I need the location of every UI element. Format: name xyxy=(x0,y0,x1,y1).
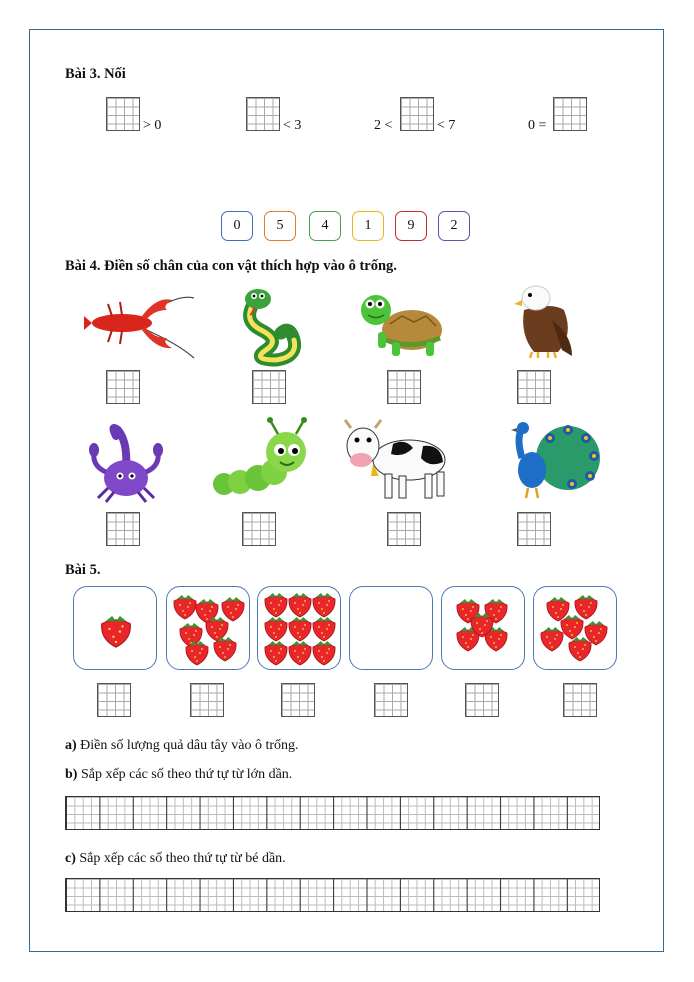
strawberry-icon xyxy=(265,593,287,617)
answer-box-expr2[interactable] xyxy=(246,97,280,131)
eagle-icon xyxy=(512,280,577,360)
question-c-text: Sắp xếp các số theo thứ tự từ bé dần. xyxy=(79,851,286,866)
strawberry-icon xyxy=(289,593,311,617)
number-card-5[interactable]: 5 xyxy=(264,211,296,241)
question-a-text: Điền số lượng quả dâu tây vào ô trống. xyxy=(80,738,299,753)
bai5-title: Bài 5. xyxy=(65,562,101,578)
answer-box-expr3[interactable] xyxy=(400,97,434,131)
strawberry-card-4 xyxy=(349,586,433,670)
lobster-icon xyxy=(82,288,197,363)
strawberries xyxy=(258,587,342,671)
strawberries xyxy=(442,587,526,671)
question-a xyxy=(65,738,299,754)
strawberry-icon xyxy=(313,641,335,665)
number-card-4[interactable]: 4 xyxy=(309,211,341,241)
strawberry-icon xyxy=(222,597,244,621)
strawberry-icon xyxy=(289,641,311,665)
peacock-icon xyxy=(506,418,601,503)
legs-box-lobster[interactable] xyxy=(106,370,140,404)
strawberry-icon xyxy=(102,616,131,647)
count-box-2[interactable] xyxy=(190,683,224,717)
expr2-suffix: < 3 xyxy=(283,118,302,133)
strawberries xyxy=(534,587,618,671)
expr3-suffix: < 7 xyxy=(437,118,456,133)
number-card-9[interactable]: 9 xyxy=(395,211,427,241)
legs-box-eagle[interactable] xyxy=(517,370,551,404)
question-b-text: Sắp xếp các số theo thứ tự từ lớn dần. xyxy=(80,767,293,782)
count-box-5[interactable] xyxy=(465,683,499,717)
question-a-label: a) xyxy=(65,738,77,753)
strawberry-icon xyxy=(575,595,597,619)
number-card-1[interactable]: 1 xyxy=(352,211,384,241)
snake-icon xyxy=(236,285,306,365)
number-card-0[interactable]: 0 xyxy=(221,211,253,241)
strawberries xyxy=(350,587,434,671)
legs-box-peacock[interactable] xyxy=(517,512,551,546)
strawberry-card-2 xyxy=(166,586,250,670)
strawberry-card-1 xyxy=(73,586,157,670)
question-c xyxy=(65,851,286,867)
strawberry-icon xyxy=(265,641,287,665)
strawberry-icon xyxy=(541,627,563,651)
strawberry-icon xyxy=(265,617,287,641)
bai4-title: Bài 4. Điền số chân của con vật thích hợp vào ô trống. xyxy=(65,258,397,274)
count-box-6[interactable] xyxy=(563,683,597,717)
strawberries xyxy=(167,587,251,671)
count-box-3[interactable] xyxy=(281,683,315,717)
answer-box-expr4[interactable] xyxy=(553,97,587,131)
legs-box-snake[interactable] xyxy=(252,370,286,404)
expr1-suffix: > 0 xyxy=(143,118,162,133)
question-c-label: c) xyxy=(65,851,76,866)
number-card-2[interactable]: 2 xyxy=(438,211,470,241)
expr4-prefix: 0 = xyxy=(528,118,547,133)
count-box-1[interactable] xyxy=(97,683,131,717)
answer-grid-c[interactable] xyxy=(65,878,600,912)
answer-grid-b[interactable] xyxy=(65,796,600,830)
legs-box-cow[interactable] xyxy=(387,512,421,546)
caterpillar-icon xyxy=(210,418,310,503)
count-box-4[interactable] xyxy=(374,683,408,717)
strawberry-icon xyxy=(289,617,311,641)
strawberry-card-6 xyxy=(533,586,617,670)
strawberry-card-5 xyxy=(441,586,525,670)
strawberry-icon xyxy=(569,637,591,661)
legs-box-scorpion[interactable] xyxy=(106,512,140,546)
strawberry-icon xyxy=(547,597,569,621)
strawberry-icon xyxy=(561,615,583,639)
turtle-icon xyxy=(356,282,446,360)
legs-box-caterpillar[interactable] xyxy=(242,512,276,546)
question-b-label: b) xyxy=(65,767,78,782)
answer-box-expr1[interactable] xyxy=(106,97,140,131)
strawberry-card-3 xyxy=(257,586,341,670)
expr3-prefix: 2 < xyxy=(374,118,393,133)
cow-icon xyxy=(343,418,453,503)
strawberry-icon xyxy=(174,595,196,619)
legs-box-turtle[interactable] xyxy=(387,370,421,404)
strawberry-icon xyxy=(313,593,335,617)
strawberry-icon xyxy=(313,617,335,641)
strawberries xyxy=(74,587,158,671)
scorpion-icon xyxy=(88,422,163,504)
question-b xyxy=(65,767,292,783)
bai3-title: Bài 3. Nối xyxy=(65,66,126,82)
